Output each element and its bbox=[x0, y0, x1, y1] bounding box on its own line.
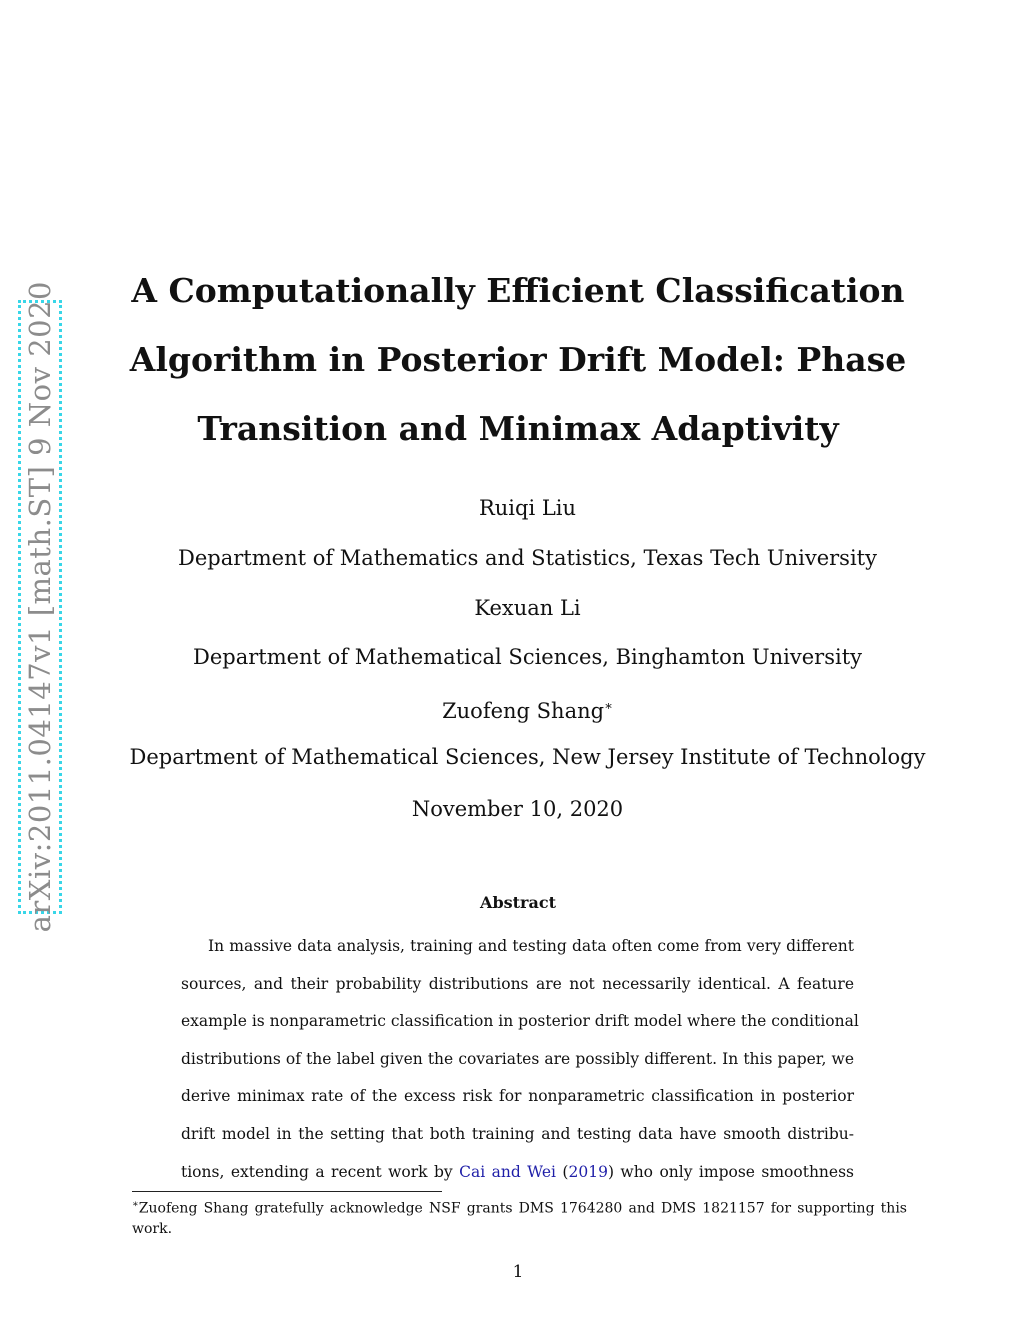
page-number: 1 bbox=[512, 1262, 524, 1282]
citation-authors-link[interactable]: Cai and Wei bbox=[459, 1162, 556, 1181]
abstract-line: distributions of the label given the covariates are possibly different. In this paper, we bbox=[181, 1049, 854, 1068]
abstract-text: ( bbox=[555, 1162, 569, 1181]
arxiv-identifier: arXiv:2011.04147v1 [math.ST] 9 Nov 2020 bbox=[23, 281, 57, 933]
footnote-marker: ∗ bbox=[132, 1199, 139, 1210]
footnote-divider bbox=[132, 1191, 442, 1192]
paper-title bbox=[100, 256, 936, 463]
publication-date: November 10, 2020 bbox=[411, 797, 624, 821]
author-name: Ruiqi Liu bbox=[478, 496, 577, 520]
footnote-marker[interactable]: ∗ bbox=[604, 699, 613, 714]
footnote-text: Zuofeng Shang gratefully acknowledge NSF grants DMS 1764280 and DMS 1821157 for supporting this work. bbox=[132, 1200, 907, 1237]
abstract-body bbox=[181, 928, 859, 1191]
title-line: A Computationally Efficient Classification bbox=[131, 271, 905, 310]
author-affiliation: Department of Mathematical Sciences, New Jersey Institute of Technology bbox=[129, 745, 926, 769]
author-affiliation: Department of Mathematical Sciences, Binghamton University bbox=[192, 645, 862, 669]
title-line: Algorithm in Posterior Drift Model: Phase bbox=[129, 340, 907, 379]
citation-year-link[interactable]: 2019 bbox=[568, 1162, 608, 1181]
abstract-text: tions, extending a recent work by bbox=[181, 1162, 460, 1181]
abstract-line-with-citation bbox=[181, 1154, 854, 1192]
footnote bbox=[132, 1195, 907, 1239]
abstract-text: ) who only impose smoothness bbox=[607, 1162, 854, 1181]
abstract-heading: Abstract bbox=[480, 893, 556, 912]
abstract-line: In massive data analysis, training and testing data often come from very different bbox=[208, 937, 854, 955]
author-affiliation: Department of Mathematics and Statistics, Texas Tech University bbox=[178, 546, 877, 570]
abstract-line: example is nonparametric classification in posterior drift model where the conditional bbox=[181, 1012, 859, 1031]
arxiv-stamp bbox=[18, 281, 62, 933]
title-line: Transition and Minimax Adaptivity bbox=[197, 409, 839, 448]
author-name-with-footnote bbox=[100, 693, 955, 725]
abstract-line: derive minimax rate of the excess risk for nonparametric classification in posterior bbox=[181, 1087, 854, 1106]
author-name: Kexuan Li bbox=[474, 596, 581, 620]
author-name: Zuofeng Shang bbox=[442, 699, 605, 723]
abstract-line: drift model in the setting that both training and testing data have smooth distribu- bbox=[181, 1124, 854, 1143]
abstract-line: sources, and their probability distributions are not necessarily identical. A feature bbox=[181, 974, 854, 993]
